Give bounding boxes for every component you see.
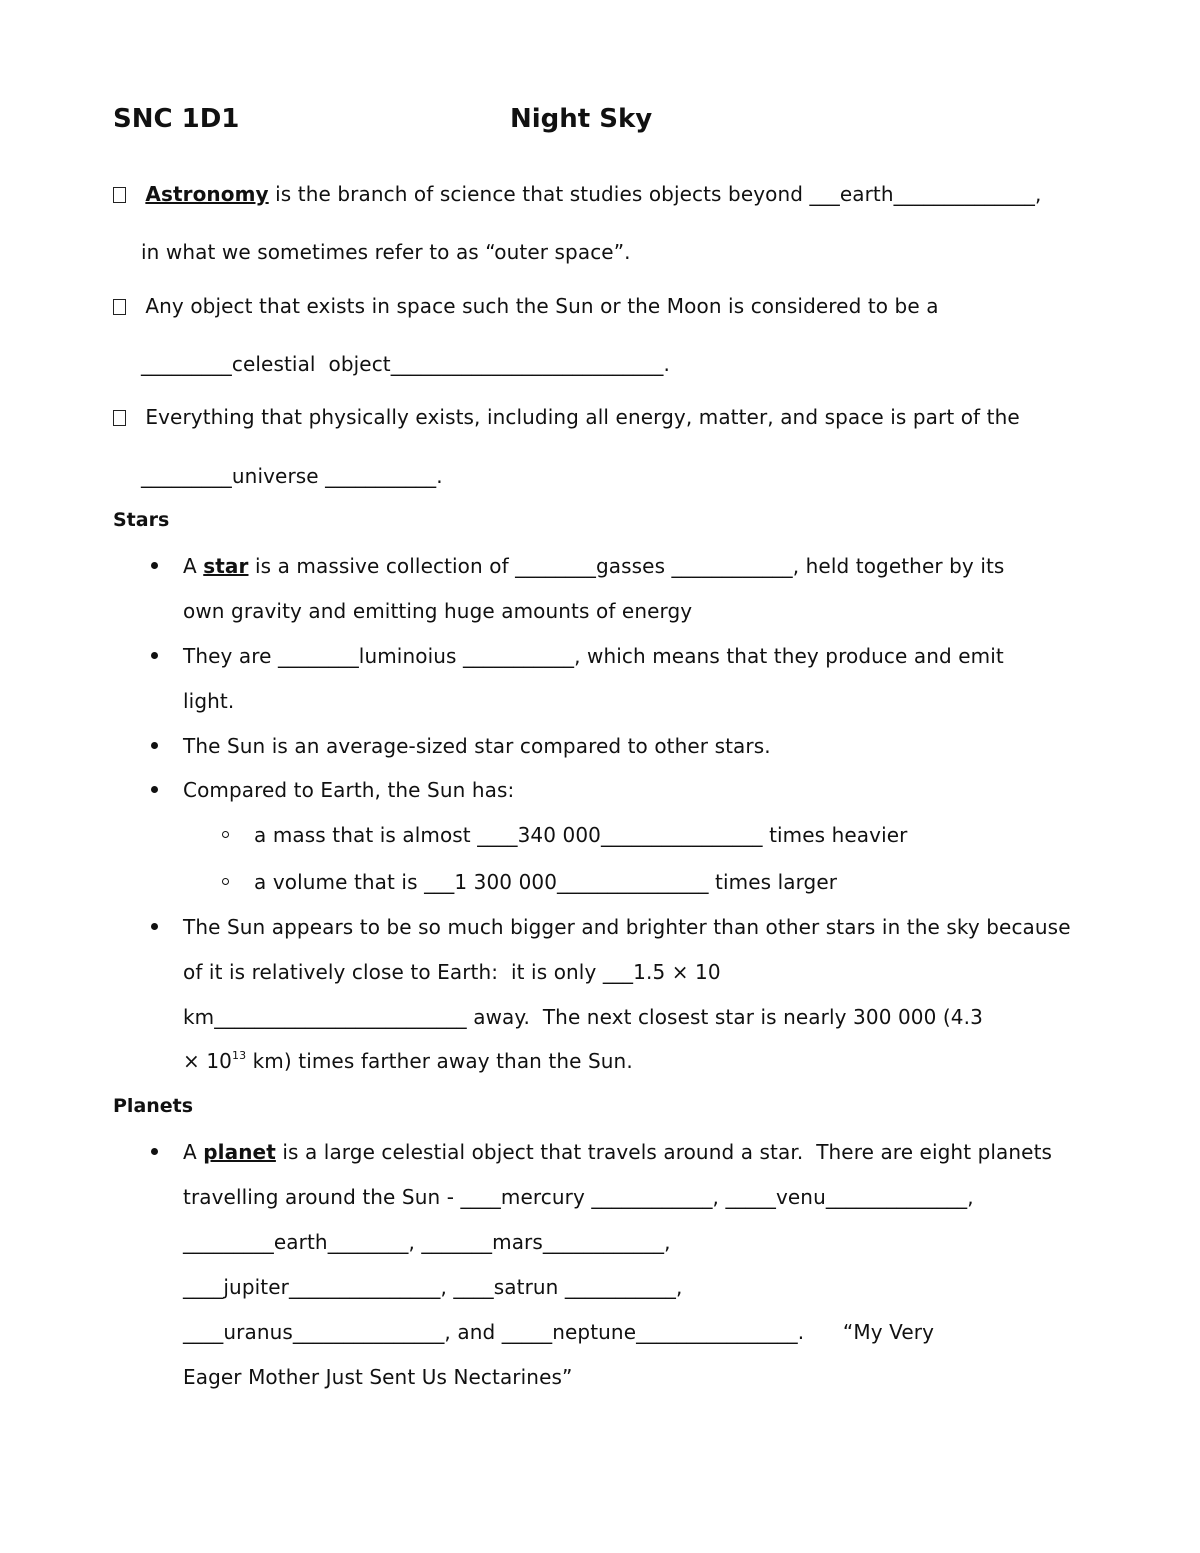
planets-line-2: travelling around the Sun - ____mercury ____________, _____venu______________, — [183, 1185, 974, 1209]
stars-bullet-5-line-3: km_________________________ away. The next closest star is nearly 300 000 (4.3 — [183, 1005, 983, 1029]
stars-b5-rest: km) times farther away than the Sun. — [246, 1049, 633, 1073]
page-title: Night Sky — [510, 104, 653, 134]
intro-paragraph-1 — [113, 182, 1042, 206]
stars-bullet-2-cont: light. — [183, 689, 235, 713]
stars-bullet-2: They are ________luminoius ___________, which means that they produce and emit — [183, 644, 1004, 668]
course-code: SNC 1D1 — [113, 104, 240, 134]
stars-bullet-5-line-2: of it is relatively close to Earth: it is only ___1.5 × 10 — [183, 960, 721, 984]
box-glyph-icon — [113, 410, 126, 426]
planets-line-5: ____uranus_______________, and _____neptune________________. “My Very — [183, 1320, 935, 1344]
term-star: star — [203, 554, 249, 578]
stars-heading: Stars — [113, 509, 170, 531]
stars-bullet-4: Compared to Earth, the Sun has: — [183, 778, 515, 802]
bullet-icon — [151, 652, 158, 659]
intro-paragraph-2 — [113, 294, 939, 318]
planets-bullet-1 — [183, 1140, 1052, 1164]
intro-p1-text: is the branch of science that studies objects beyond ___earth______________, — [268, 182, 1042, 206]
stars-bullet-3: The Sun is an average-sized star compared to other stars. — [183, 734, 771, 758]
planets-line-3: _________earth________, _______mars____________, — [183, 1230, 671, 1254]
stars-b1-post: is a massive collection of ________gasses ____________, held together by its — [248, 554, 1005, 578]
planets-b1-post: is a large celestial object that travels around a star. There are eight planets — [275, 1140, 1053, 1164]
stars-sub-bullet-1: a mass that is almost ____340 000________________ times heavier — [254, 823, 908, 847]
bullet-icon — [151, 1148, 158, 1155]
stars-bullet-5: The Sun appears to be so much bigger and brighter than other stars in the sky because — [183, 915, 1071, 939]
intro-p3-blank: _________universe ___________. — [141, 464, 443, 488]
stars-b5-exponent: 13 — [231, 1049, 247, 1062]
planets-line-4: ____jupiter_______________, ____satrun ___________, — [183, 1275, 683, 1299]
stars-sub-bullet-2: a volume that is ___1 300 000_______________ times larger — [254, 870, 838, 894]
intro-p2-text: Any object that exists in space such the Sun or the Moon is considered to be a — [145, 294, 939, 318]
sub-bullet-icon — [222, 878, 229, 885]
planets-b1-pre: A — [183, 1140, 204, 1164]
stars-bullet-5-line-4 — [183, 1049, 633, 1073]
term-astronomy: Astronomy — [145, 182, 269, 206]
sub-bullet-icon — [222, 831, 229, 838]
stars-b5-times: × 10 — [183, 1049, 232, 1073]
intro-p3-text: Everything that physically exists, including all energy, matter, and space is part of the — [145, 405, 1020, 429]
intro-p2-blank: _________celestial object___________________________. — [141, 352, 670, 376]
bullet-icon — [151, 742, 158, 749]
bullet-icon — [151, 923, 158, 930]
term-planet: planet — [203, 1140, 276, 1164]
intro-paragraph-3 — [113, 405, 1020, 429]
bullet-icon — [151, 562, 158, 569]
planets-heading: Planets — [113, 1095, 194, 1117]
stars-b1-pre: A — [183, 554, 204, 578]
box-glyph-icon — [113, 187, 126, 203]
planets-line-6: Eager Mother Just Sent Us Nectarines” — [183, 1365, 573, 1389]
bullet-icon — [151, 786, 158, 793]
stars-bullet-1 — [183, 554, 1004, 578]
intro-p1-continued: in what we sometimes refer to as “outer space”. — [141, 240, 631, 264]
box-glyph-icon — [113, 299, 126, 315]
stars-bullet-1-cont: own gravity and emitting huge amounts of energy — [183, 599, 693, 623]
